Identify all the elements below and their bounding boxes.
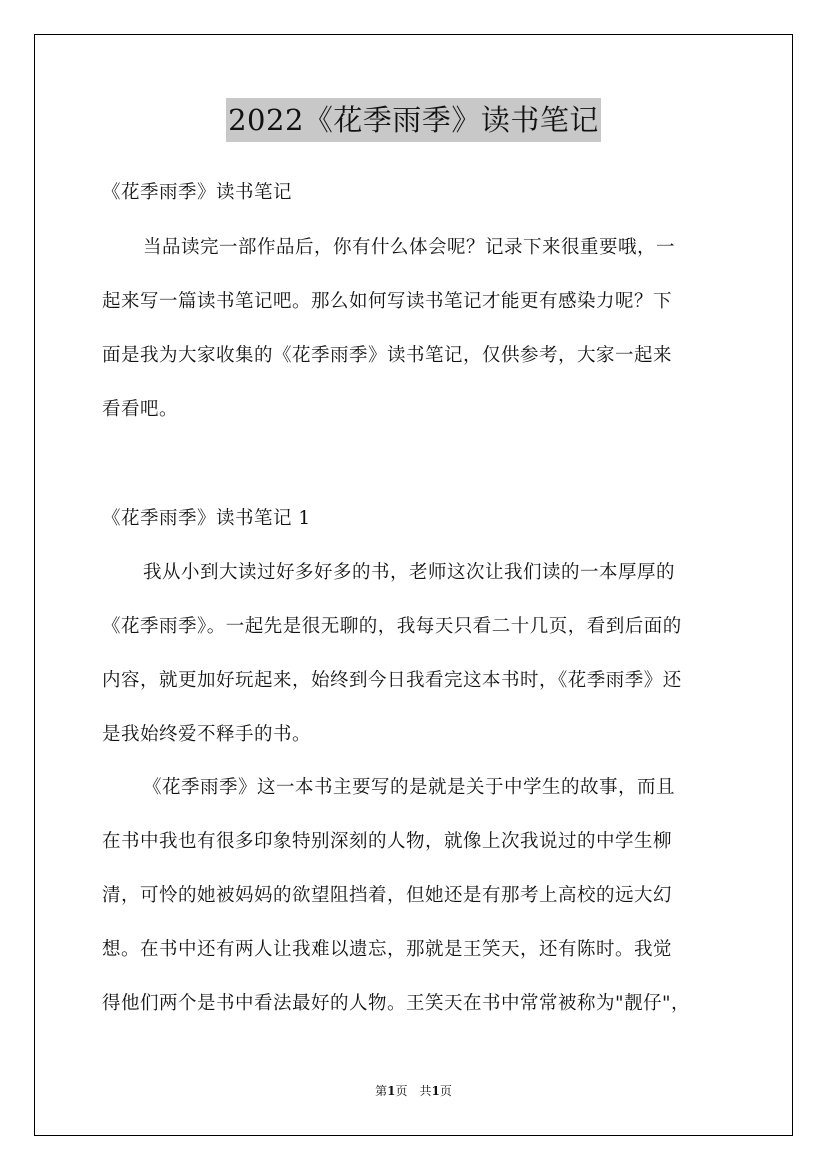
- intro-line: 当品读完一部作品后，你有什么体会呢？记录下来很重要哦，一: [143, 237, 676, 258]
- intro-line: 面是我为大家收集的《花季雨季》读书笔记，仅供参考，大家一起来: [102, 345, 673, 366]
- paragraph-line: 内容，就更加好玩起来，始终到今日我看完这本书时，《花季雨季》还: [102, 670, 682, 691]
- paragraph-line: 我从小到大读过好多好多的书，老师这次让我们读的一本厚厚的: [143, 562, 676, 583]
- footer-middle: 页 共: [395, 1084, 432, 1098]
- paragraph-line: 在书中我也有很多印象特别深刻的人物，就像上次我说过的中学生柳: [102, 831, 673, 852]
- footer-page-number: 1: [387, 1084, 396, 1098]
- document-subtitle: 《花季雨季》读书笔记: [102, 182, 293, 203]
- paragraph-line: 是我始终爱不释手的书。: [102, 724, 312, 745]
- paragraph-line: 清，可怜的她被妈妈的欲望阻挡着，但她还是有那考上高校的远大幻: [102, 885, 673, 906]
- intro-line: 起来写一篇读书笔记吧。那么如何写读书笔记才能更有感染力呢？下: [102, 291, 673, 312]
- title-wrapper: [0, 98, 827, 142]
- page-footer: [0, 1083, 827, 1099]
- paragraph-line: 《花季雨季》。一起先是很无聊的，我每天只看二十几页，看到后面的: [102, 616, 682, 637]
- document-title: 2022《花季雨季》读书笔记: [226, 98, 601, 142]
- footer-suffix: 页: [439, 1084, 452, 1098]
- paragraph-line: 得他们两个是书中看法最好的人物。王笑天在书中常常被称为"靓仔"，: [102, 993, 691, 1014]
- section-heading: 《花季雨季》读书笔记 1: [102, 508, 311, 529]
- footer-page-total: 1: [431, 1084, 440, 1098]
- intro-line: 看看吧。: [102, 399, 179, 420]
- footer-prefix: 第: [375, 1084, 388, 1098]
- paragraph-line: 想。在书中还有两人让我难以遗忘，那就是王笑天，还有陈时。我觉: [102, 939, 673, 960]
- paragraph-line: 《花季雨季》这一本书主要写的是就是关于中学生的故事，而且: [143, 777, 676, 798]
